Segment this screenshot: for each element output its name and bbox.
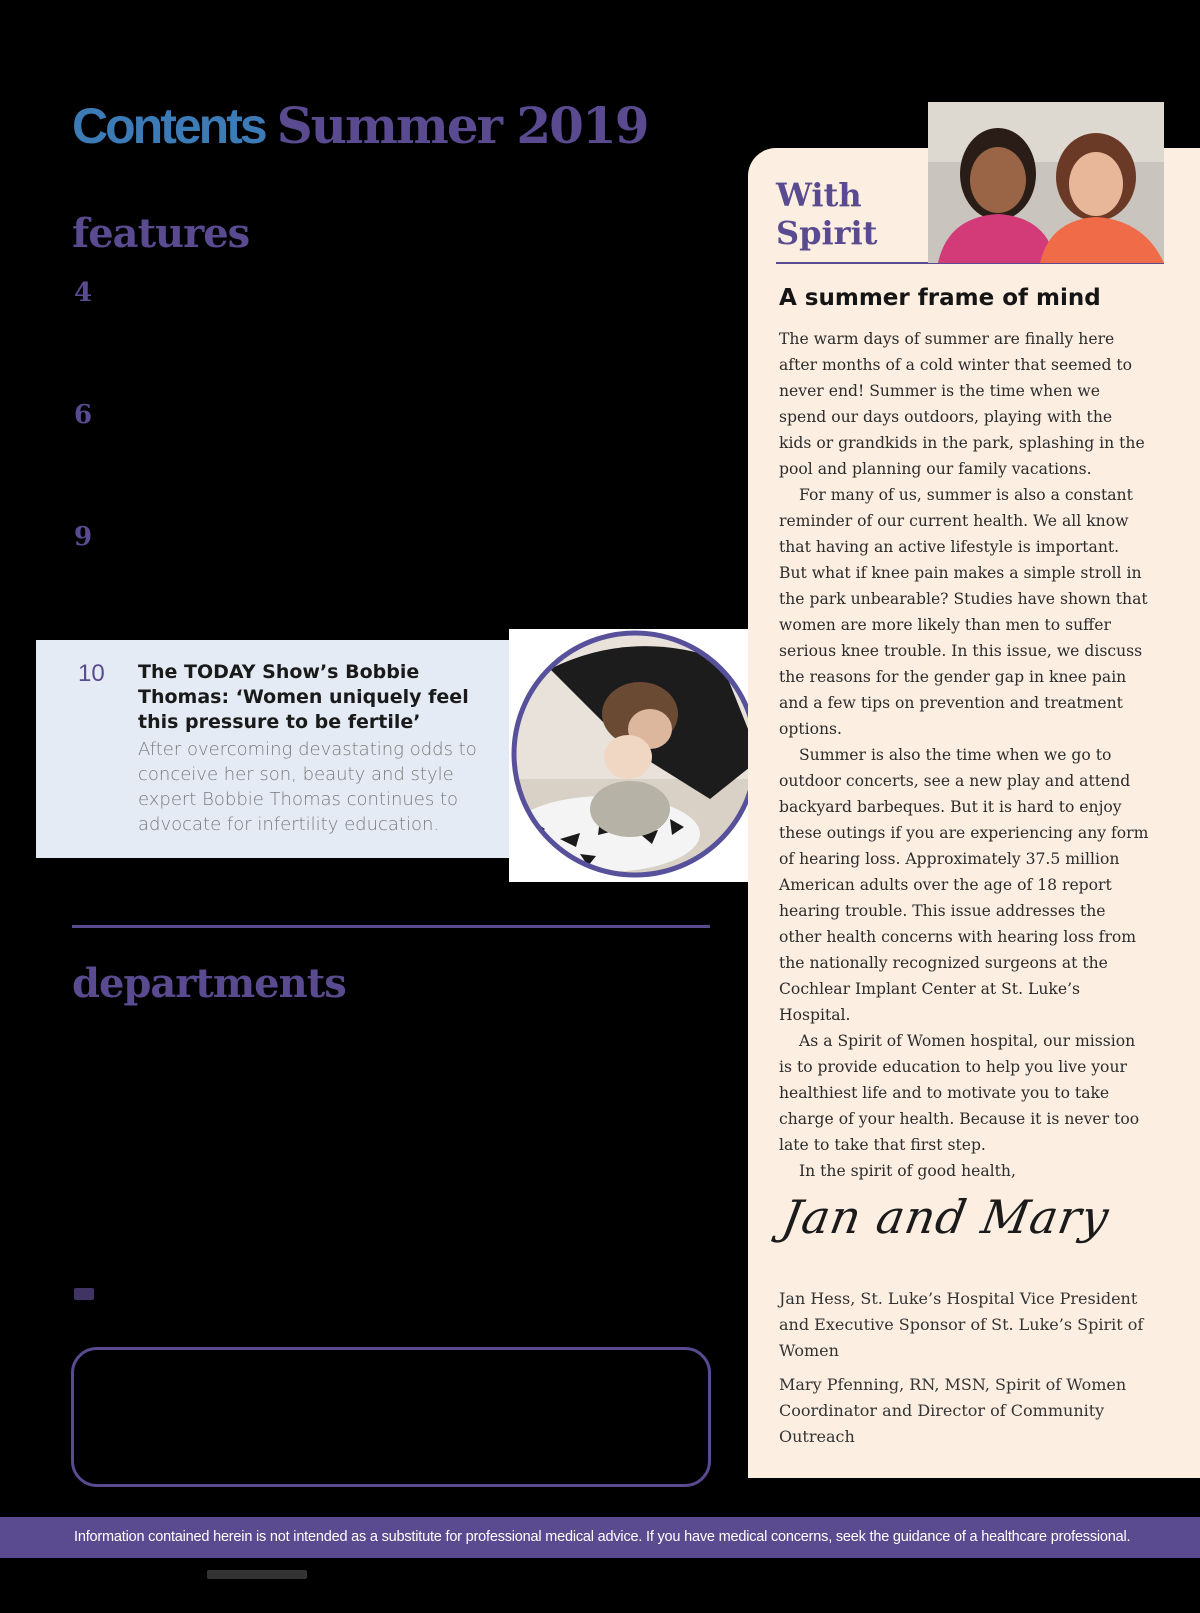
feature-page-number[interactable]: 6 [74, 400, 93, 430]
disclaimer-text: Information contained herein is not intended as a substitute for professional medical advice. If you have medical concerns, seek the guidance of a healthcare professional. [74, 1529, 1131, 1545]
departments-callout-box [71, 1347, 711, 1487]
letter-paragraph: As a Spirit of Women hospital, our mission is to provide education to help you live your healthiest life and to motivate you to take charge of your health. Because it is never too late to take that first step. [779, 1032, 1140, 1154]
column-name-text: With Spirit [776, 176, 878, 252]
letter-paragraph: For many of us, summer is also a constant reminder of our current health. We all know that having an active lifestyle is important. But what if knee pain makes a simple stroll in the park unbearable? Studies have shown that women are more likely than men to suffer serious knee trouble. In this issue, we discuss the reasons for the gender gap in knee pain and a few tips on prevention and treatment options. [779, 486, 1148, 738]
feature-page-number[interactable]: 4 [74, 278, 93, 308]
featured-article-title[interactable]: The TODAY Show’s Bobbie Thomas: ‘Women uniquely feel this pressure to be fertile’ [138, 661, 469, 733]
features-heading: features [72, 210, 250, 257]
mother-and-baby-photo [510, 629, 760, 879]
issue-label: Summer 2019 [276, 96, 648, 155]
section-divider [72, 925, 710, 928]
footer-folio-mark [207, 1570, 307, 1579]
departments-heading: departments [72, 960, 346, 1007]
featured-article-page: 10 [78, 660, 105, 687]
handwritten-signature: Jan and Mary [778, 1190, 1114, 1244]
letter-paragraph: The warm days of summer are finally here after months of a cold winter that seemed to never end! Summer is the time when we spend our days outdoors, playing with the kids or grandkids in the park, splashing in the pool and planning our family vacations. [779, 330, 1145, 478]
contents-word: Contents [72, 98, 265, 154]
department-marker [74, 1288, 94, 1300]
letter-headline: A summer frame of mind [779, 285, 1101, 311]
letter-body [779, 326, 1149, 1184]
column-name [776, 176, 878, 252]
featured-article-description: After overcoming devastating odds to conceive her son, beauty and style expert Bobbie Thomas continues to advocate for infertility education. [138, 739, 477, 835]
signer-credit: Mary Pfenning, RN, MSN, Spirit of Women Coordinator and Director of Community Outreach [779, 1375, 1127, 1446]
feature-page-number[interactable]: 9 [74, 522, 93, 552]
page-title [72, 96, 648, 155]
letter-closing: In the spirit of good health, [799, 1162, 1016, 1180]
editors-portrait-photo [928, 102, 1164, 263]
letter-paragraph: Summer is also the time when we go to outdoor concerts, see a new play and attend backyard barbeques. But it is hard to enjoy these outings if you are experiencing any form of hearing loss. Approximately 37.5 million American adults over the age of 18 report hearing trouble. This issue addresses the other health concerns with hearing loss from the nationally recognized surgeons at the Cochlear Implant Center at St. Luke’s Hospital. [779, 746, 1149, 1024]
signer-credit: Jan Hess, St. Luke’s Hospital Vice President and Executive Sponsor of St. Luke’s Spirit of Women [779, 1289, 1144, 1360]
